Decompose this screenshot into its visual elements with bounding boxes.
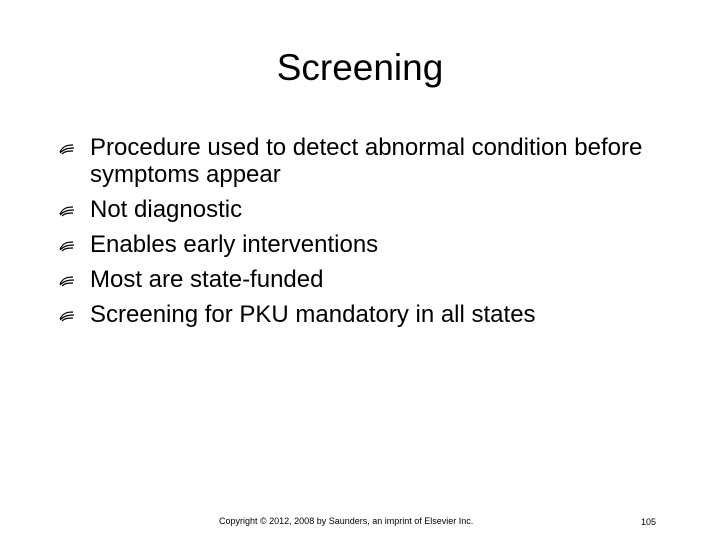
copyright-notice: Copyright © 2012, 2008 by Saunders, an imprint of Elsevier Inc. [219,516,474,526]
bullet-item [56,231,696,258]
slide-title: Screening [276,47,444,88]
bullet-text: Enables early interventions [90,231,379,258]
slide-footer [0,514,720,528]
ribbon-bullet-icon [59,143,75,155]
bullet-list [56,134,696,336]
ribbon-bullet-icon [59,205,75,217]
bullet-text: Not diagnostic [90,196,243,223]
ribbon-bullet-icon [59,310,75,322]
bullet-text: Most are state-funded [90,266,324,293]
bullet-item [56,134,696,188]
ribbon-bullet-icon [59,275,75,287]
bullet-item [56,266,696,293]
bullet-item [56,196,696,223]
bullet-text: Screening for PKU mandatory in all states [90,301,536,328]
ribbon-bullet-icon [59,240,75,252]
page-number: 105 [641,517,657,527]
bullet-text: Procedure used to detect abnormal condition before symptoms appear [90,134,643,188]
bullet-item [56,301,696,328]
